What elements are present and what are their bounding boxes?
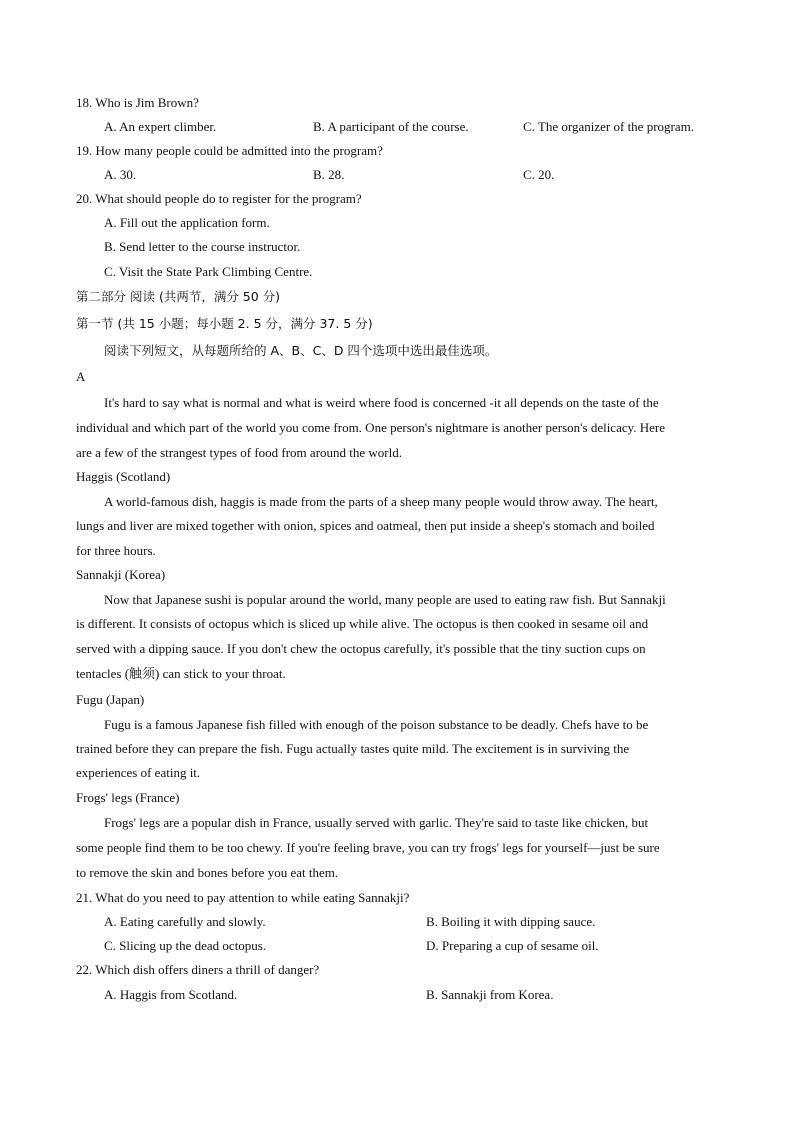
part-title: 第二部分 阅读 (共两节，满分 50 分) (76, 289, 281, 304)
question-21-option-d: D. Preparing a cup of sesame oil. (426, 938, 599, 953)
question-22-option-a: A. Haggis from Scotland. (104, 987, 238, 1002)
question-18-stem: 18. Who is Jim Brown? (76, 95, 199, 110)
section-instruction: 阅读下列短文，从每题所给的 A、B、C、D 四个选项中选出最佳选项。 (104, 343, 498, 358)
question-20-option-b: B. Send letter to the course instructor. (104, 239, 301, 254)
dish-text-line: Fugu is a famous Japanese fish filled with enough of the poison substance to be deadly. Chefs have to be (104, 717, 649, 732)
dish-text-line: to remove the skin and bones before you eat them. (76, 865, 339, 880)
question-18-option-c: C. The organizer of the program. (523, 119, 694, 134)
question-18-option-b: B. A participant of the course. (313, 119, 469, 134)
question-19-stem: 19. How many people could be admitted into the program? (76, 143, 383, 158)
question-21-option-c: C. Slicing up the dead octopus. (104, 938, 267, 953)
dish-heading-frogs-legs: Frogs' legs (France) (76, 790, 180, 805)
dish-text-line: some people find them to be too chewy. If you're feeling brave, you can try frogs' legs for yourself—just be sure (76, 840, 660, 855)
dish-text-line: trained before they can prepare the fish. Fugu actually tastes quite mild. The excitement is in surviving the (76, 741, 630, 756)
passage-intro-line: It's hard to say what is normal and what is weird where food is concerned -it all depends on the taste of the (104, 395, 659, 410)
sub-section-title: 第一节 (共 15 小题；每小题 2. 5 分，满分 37. 5 分) (76, 316, 373, 331)
dish-text-line: A world-famous dish, haggis is made from the parts of a sheep many people would throw away. The heart, (104, 494, 658, 509)
dish-text-line: Now that Japanese sushi is popular around the world, many people are used to eating raw fish. But Sannakji (104, 592, 666, 607)
dish-heading-sannakji: Sannakji (Korea) (76, 567, 166, 582)
dish-text-line: tentacles (触须) can stick to your throat. (76, 666, 286, 681)
question-22-stem: 22. Which dish offers diners a thrill of danger? (76, 962, 320, 977)
passage-label: A (76, 369, 86, 384)
dish-text-line: experiences of eating it. (76, 765, 201, 780)
passage-intro-line: individual and which part of the world you come from. One person's nightmare is another person's delicacy. Here (76, 420, 666, 435)
question-22-option-b: B. Sannakji from Korea. (426, 987, 554, 1002)
dish-text-line: lungs and liver are mixed together with onion, spices and oatmeal, then put inside a sheep's stomach and boiled (76, 518, 655, 533)
dish-heading-haggis: Haggis (Scotland) (76, 469, 171, 484)
question-20-option-c: C. Visit the State Park Climbing Centre. (104, 264, 313, 279)
question-19-option-a: A. 30. (104, 167, 137, 182)
dish-text-line: served with a dipping sauce. If you don't chew the octopus carefully, it's possible that the tiny suction cups on (76, 641, 646, 656)
question-18-option-a: A. An expert climber. (104, 119, 217, 134)
question-21-stem: 21. What do you need to pay attention to while eating Sannakji? (76, 890, 410, 905)
question-19-option-c: C. 20. (523, 167, 555, 182)
question-21-option-a: A. Eating carefully and slowly. (104, 914, 266, 929)
question-20-stem: 20. What should people do to register for the program? (76, 191, 362, 206)
dish-text-line: is different. It consists of octopus which is sliced up while alive. The octopus is then cooked in sesame oil and (76, 616, 649, 631)
dish-heading-fugu: Fugu (Japan) (76, 692, 145, 707)
question-21-option-b: B. Boiling it with dipping sauce. (426, 914, 596, 929)
dish-text-line: Frogs' legs are a popular dish in France, usually served with garlic. They're said to taste like chicken, but (104, 815, 649, 830)
question-20-option-a: A. Fill out the application form. (104, 215, 270, 230)
question-19-option-b: B. 28. (313, 167, 345, 182)
dish-text-line: for three hours. (76, 543, 156, 558)
passage-intro-line: are a few of the strangest types of food from around the world. (76, 445, 402, 460)
